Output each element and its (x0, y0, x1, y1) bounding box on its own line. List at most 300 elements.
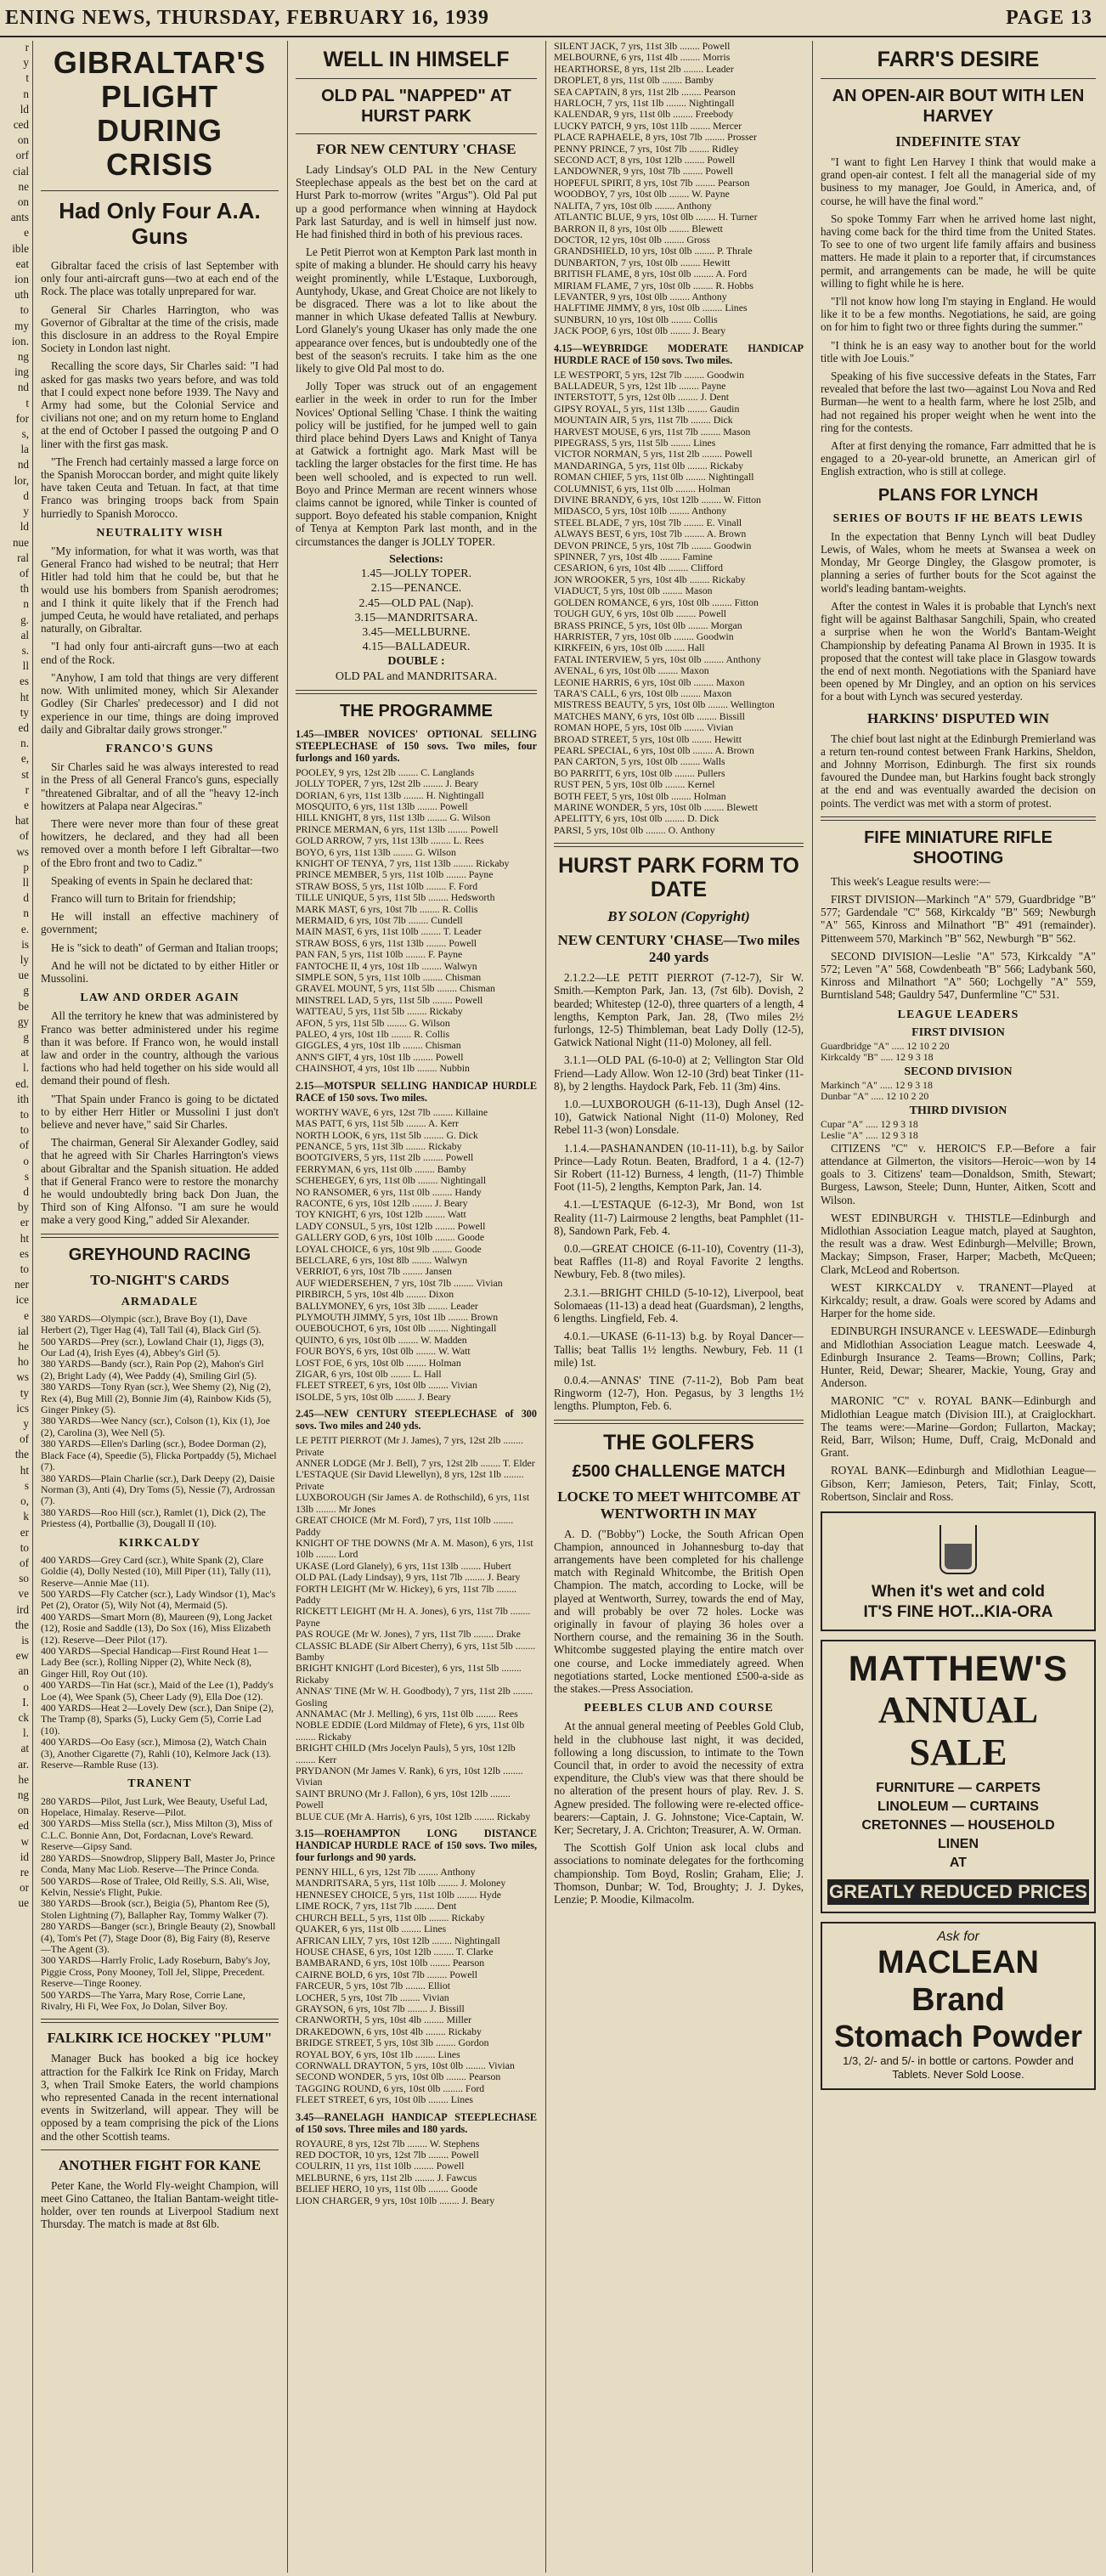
entry-line: MISTRESS BEAUTY, 5 yrs, 10st 0lb ........ Wellington (554, 698, 775, 711)
entry-line: MIRIAM FLAME, 7 yrs, 10st 0lb ........ R. Hobbs (554, 279, 753, 291)
entry-line: HEARTHORSE, 8 yrs, 11st 2lb ........ Leader (554, 62, 734, 75)
entry-line: PLACE RAPHAELE, 8 yrs, 10st 7lb ........ Prosser (554, 131, 757, 144)
paragraph: 1.45—JOLLY TOPER. (360, 568, 472, 581)
cutoff-fragment: ht (20, 690, 29, 703)
race-entry: LADY CONSUL, 5 yrs, 10st 12lb ........ Powell (296, 1219, 486, 1232)
paragraph: He will install an effective machinery of government; (41, 910, 279, 936)
paragraph: WEST KIRKCALDY v. TRANENT—Played at Kirkcaldy; result, a draw. Goals were scored by Adams and Harper for the home side. (821, 1280, 1096, 1320)
race-entry: BOOTGIVERS, 5 yrs, 11st 2lb ........ Powell (296, 1151, 474, 1164)
maclean-note: 1/3, 2/- and 5/- in bottle or cartons. Powder and Tablets. Never Sold Loose. (843, 2053, 1074, 2081)
paragraph: 4.0.1.—UKASE (6-11-13) b.g. by Royal Dancer—Tallis; beat Tallis 1½ lengths. Newbury, Feb. 11 (1 mile) 1st. (554, 1330, 804, 1369)
selections-label: Selections: (389, 552, 443, 566)
entry-line: VICTOR NORMAN, 5 yrs, 11st 2lb ........ Powell (554, 448, 753, 460)
entry-line: 400 YARDS—Oo Easy (scr.), Mimosa (2), Watch Chain (3), Another Cigarette (7), Rahli (10), Kelmore Jack (13). Reserve—Ramble Ruse (13). (41, 1736, 272, 1771)
entry-line: FATAL INTERVIEW, 5 yrs, 10st 0lb ........ Anthony (554, 652, 761, 665)
entry-line: SECOND ACT, 8 yrs, 10st 12lb ........ Powell (554, 154, 736, 167)
entry-line: DOCTOR, 12 yrs, 10st 0lb ........ Gross (554, 233, 710, 246)
peebles-heading: PEEBLES CLUB AND COURSE (584, 1702, 774, 1715)
entry-line: GOLDEN ROMANCE, 6 yrs, 10st 0lb ........ Fitton (554, 596, 759, 608)
cutoff-fragment: id (20, 1850, 29, 1863)
race-entry: ISOLDE, 5 yrs, 10st 0lb ........ J. Beary (296, 1390, 451, 1403)
race-title: 1.45—IMBER NOVICES' OPTIONAL SELLING STEEPLECHASE of 150 sovs. Two miles, four furlongs and 160 yards. (296, 727, 537, 764)
league-row: Kirkcaldy "B" ..... 12 9 3 18 (821, 1051, 934, 1064)
entry-line: BRITISH FLAME, 8 yrs, 10st 0lb ........ A. Ford (554, 268, 748, 280)
entry-line: JON WROOKER, 5 yrs, 10st 4lb ........ Rickaby (554, 573, 746, 585)
cutoff-fragment: o, (20, 1494, 29, 1508)
race-entry: CORNWALL DRAYTON, 5 yrs, 10st 0lb ........ Vivian (296, 2059, 515, 2071)
cutoff-fragment: e (24, 798, 29, 811)
race-entry: ZIGAR, 6 yrs, 10st 0lb ........ L. Hall (296, 1368, 442, 1381)
entry-line: SUNBURN, 10 yrs, 10st 0lb ........ Collis (554, 313, 718, 325)
falkirk-heading: FALKIRK ICE HOCKEY "PLUM" (47, 2030, 273, 2047)
hurst-park-heading: HURST PARK FORM TO DATE (558, 854, 799, 902)
cutoff-fragment: ue (18, 969, 29, 982)
double-label: DOUBLE : (387, 655, 445, 669)
cutoff-fragment: ne (18, 179, 29, 193)
divider (41, 190, 279, 191)
race-entry: LUXBOROUGH (Sir James A. de Rothschild), 6 yrs, 11st 13lb ........ Mr Jones (296, 1491, 530, 1515)
peebles-story (554, 1720, 804, 1906)
race-entry: QUINTO, 6 yrs, 10st 0lb ........ W. Madden (296, 1333, 467, 1346)
cutoff-fragment: ice (15, 1293, 29, 1307)
paragraph: 4.1.—L'ESTAQUE (6-12-3), Mr Bond, won 1st Reality (11-7) Lairmouse 2 lengths, beat Pamphlet (11-8), Sandown Park, Feb. 4. (554, 1198, 804, 1237)
race-entry: LOYAL CHOICE, 6 yrs, 10st 9lb ........ Goode (296, 1242, 482, 1255)
race-entry: ROYAURE, 8 yrs, 12st 7lb ........ W. Stephens (296, 2137, 480, 2149)
ask-for: Ask for (937, 1929, 979, 1945)
entry-line: RUST PEN, 5 yrs, 10st 0lb ........ Kernel (554, 778, 715, 791)
cutoff-fragment: ty (20, 705, 29, 719)
cutoff-fragment: es (20, 675, 29, 688)
cutoff-fragment: g (23, 984, 29, 997)
kiaora-advert (821, 1511, 1096, 1631)
entry-line: LEVANTER, 9 yrs, 10st 0lb ........ Anthony (554, 290, 727, 302)
race-title: 2.45—NEW CENTURY STEEPLECHASE of 300 sovs. Two miles and 240 yds. (296, 1408, 537, 1432)
race-entry: CLASSIC BLADE (Sir Albert Cherry), 6 yrs, 11st 5lb ........ Bamby (296, 1639, 536, 1663)
greyhound-subheading: TO-NIGHT'S CARDS (90, 1271, 229, 1288)
cutoff-fragment: ing (14, 365, 29, 379)
paragraph: At the annual general meeting of Peebles Gold Club, held in the clubhouse last night, it was decided, following a long discussion, to intimate to the Town Council that, in order to avoid the necessity of extra expenditure, the Club's view was that there should be no alteration of the present hours of play. Rev. J. S. Agnew presided. The following were re-elected office-bearers:—Captain, J. G. Johnstone; Vice-Captain, W. Ker; Secretary, J. A. Crichton; Treasurer, A. W. Orman. (554, 1720, 804, 1836)
paragraph: 2.45—OLD PAL (Nap). (358, 596, 474, 610)
cutoff-fragment: th (20, 582, 29, 596)
gibraltar-headline: GIBRALTAR'S PLIGHT DURING CRISIS (53, 45, 267, 182)
cutoff-fragment: my (14, 319, 29, 332)
cutoff-fragment: g (23, 1031, 29, 1043)
fight-story (41, 2179, 279, 2231)
cutoff-fragment: of (20, 1138, 29, 1152)
entry-line: 280 YARDS—Banger (scr.), Bringle Beauty (2), Snowball (4), Tom's Pet (7), Stage Door (8), Big Fairy (8), Reserve—The Agent (3). (41, 1920, 276, 1955)
paragraph: The Scottish Golf Union ask local clubs and associations to nominate delegates for the forthcoming championship. Tom Boyd, Roslin; Graham, Elie; J. Thomson, Dunbar; W. Tod, Broughty; J. J. Dykes, Lenzie; P. Moodie, Kilmacolm. (554, 1841, 804, 1906)
entry-line: NALITA, 7 yrs, 10st 0lb ........ Anthony (554, 199, 712, 212)
cutoff-fragment: ion (14, 273, 29, 286)
cutoff-fragment: ld (20, 520, 29, 534)
club-reports (821, 1142, 1096, 1503)
race-title: 2.15—MOTSPUR SELLING HANDICAP HURDLE RACE of 150 sovs. Two miles. (296, 1079, 537, 1104)
cutoff-fragment: ics (16, 1401, 29, 1415)
maclean-advert (821, 1922, 1096, 2089)
entry-line: PARSI, 5 yrs, 10st 0lb ........ O. Anthony (554, 823, 715, 836)
paragraph: 4.15—BALLADEUR. (362, 641, 471, 654)
race-entry: QUAKER, 6 yrs, 11st 0lb ........ Lines (296, 1923, 447, 1935)
race-entry: ROYAL BOY, 6 yrs, 10st 1lb ........ Lines (296, 2048, 460, 2060)
paragraph: "That Spain under Franco is going to be dictated to by either Herr Hitler or Mussolini I just don't believe and never have," said Sir Charles. (41, 1092, 279, 1131)
race-entry: JOLLY TOPER, 7 yrs, 12st 2lb ........ J. Beary (296, 777, 479, 790)
cutoff-fragment: ll (22, 659, 29, 673)
entry-line: SPINNER, 7 yrs, 10st 4lb ........ Famine (554, 551, 713, 563)
entry-line: 380 YARDS—Brook (scr.), Beigia (5), Phantom Ree (5), Stolen Lightning (7), Ballapher Ray, Tommy Walker (7). (41, 1897, 270, 1921)
race-entry: STRAW BOSS, 5 yrs, 11st 10lb ........ F. Ford (296, 879, 478, 892)
cutoff-fragment: l. (23, 1061, 29, 1075)
entry-line: 500 YARDS—Fly Catcher (scr.), Lady Windsor (1), Mac's Pet (2), Orator (5), Wily Not (4), Mermaid (5). (41, 1587, 276, 1612)
entry-line: KIRKFEIN, 6 yrs, 10st 0lb ........ Hall (554, 641, 705, 654)
race-entry: LIME ROCK, 7 yrs, 11st 7lb ........ Dent (296, 1900, 457, 1912)
paragraph: 2.3.1.—BRIGHT CHILD (5-10-12), Liverpool, beat Solomaeas (11-13) a dead heat (Guardsman), 2 lengths, 6 lengths. Lingfield, Feb. 4. (554, 1285, 804, 1325)
paragraph: All the territory he knew that was administered by Franco was better administered under his regime than it was before. If Franco won, he would install law and order in the country, although the various factions who had held together on his side would all demand their pound of flesh. (41, 1009, 279, 1087)
race-entry: MERMAID, 6 yrs, 10st 7lb ........ Cundell (296, 914, 463, 926)
paragraph: And he will not be dictated to by either Hitler or Mussolini. (41, 958, 279, 985)
race-entry: PLYMOUTH JIMMY, 5 yrs, 10st 1lb ........ Brown (296, 1311, 499, 1323)
neutrality-story (41, 545, 279, 736)
sale-item: LINOLEUM — CURTAINS (877, 1799, 1039, 1815)
cutoff-fragment: n (23, 87, 29, 100)
entry-line: 380 YARDS—Roo Hill (scr.), Ramlet (1), Dick (2), The Priestess (4), Portballie (3), Dougall II (10). (41, 1505, 266, 1530)
entry-line: 500 YARDS—Rose of Tralee, Old Reilly, S.S. Ali, Wise, Kelvin, Nessie's Flight, Pukie. (41, 1874, 269, 1898)
column-rule (287, 41, 288, 2573)
cutoff-fragment: ar. (18, 1757, 29, 1771)
race-entry: AFON, 5 yrs, 11st 5lb ........ G. Wilson (296, 1016, 450, 1029)
entry-line: SEA CAPTAIN, 8 yrs, 11st 2lb ........ Pearson (554, 85, 736, 98)
race-entry: NO RANSOMER, 6 yrs, 11st 0lb ........ Handy (296, 1185, 482, 1198)
gibraltar-story (41, 259, 279, 520)
cutoff-fragment: to (20, 1263, 29, 1276)
cutoff-fragment: ue (18, 1896, 29, 1910)
cutoff-fragment: ced (13, 118, 29, 132)
entry-line: BROAD STREET, 5 yrs, 10st 0lb ........ Hewitt (554, 732, 742, 745)
race-entry: MOSQUITO, 6 yrs, 11st 13lb ........ Powell (296, 799, 468, 812)
league-third-division: THIRD DIVISION (909, 1104, 1007, 1117)
entry-line: ALWAYS BEST, 6 yrs, 10st 7lb ........ A. Brown (554, 528, 747, 540)
rifle-heading: FIFE MINIATURE RIFLE SHOOTING (864, 828, 1052, 867)
entry-line: BRASS PRINCE, 5 yrs, 10st 0lb ........ Morgan (554, 619, 742, 631)
divider (296, 690, 537, 694)
entry-line: 400 YARDS—Heat 2—Lovely Dew (scr.), Dan Snipe (2), The Tramp (8), Sparks (5), Lucky Gem (5), Corrie Lad (10). (41, 1702, 274, 1737)
paragraph: "I think he is an easy way to another bout for the world title with Joe Louis." (821, 338, 1096, 364)
cutoff-fragment: e (24, 226, 29, 240)
cutoff-fragment: r (25, 782, 29, 796)
paragraph: Recalling the score days, Sir Charles said: "I had asked for gas masks two years before, and was told that I could expect none before 1939. The Navy and Army had some, but the Colonial Service and civilians not one; and on my return home to England at the end of October I passed the outgoing P and O liner with the first gas mask. (41, 359, 279, 450)
franco-story (41, 760, 279, 985)
hurst-subheading: NEW CENTURY 'CHASE—Two miles 240 yards (557, 932, 800, 966)
cutoff-fragment: s, (21, 427, 29, 441)
cutoff-fragment: to (20, 1540, 29, 1554)
cutoff-fragment: for (15, 411, 29, 425)
race-entry: ANNER LODGE (Mr J. Bell), 7 yrs, 12st 2lb ........ T. Elder (296, 1457, 535, 1470)
cutoff-fragment: lor, (14, 473, 29, 487)
cutoff-fragment: o (23, 1154, 29, 1167)
maclean-brand: MACLEAN Brand (877, 1944, 1039, 2018)
hurst-form (554, 971, 804, 1412)
race-entry: TAGGING ROUND, 6 yrs, 10st 0lb ........ Ford (296, 2082, 485, 2094)
race-entry: OLD PAL (Lady Lindsay), 9 yrs, 11st 7lb ........ J. Beary (296, 1571, 521, 1584)
entry-line: DROPLET, 8 yrs, 11st 0lb ........ Bamby (554, 74, 714, 87)
race-entry: LION CHARGER, 9 yrs, 10st 10lb ........ J. Beary (296, 2194, 495, 2206)
cutoff-fragment: ll (22, 875, 29, 889)
cutoff-fragment: n. (20, 737, 29, 750)
race-entry: PAS ROUGE (Mr W. Jones), 7 yrs, 11st 7lb ........ Drake (296, 1628, 521, 1641)
cutoff-fragment: be (18, 999, 29, 1013)
sale-item: FURNITURE — CARPETS (876, 1781, 1041, 1796)
law-story (41, 1009, 279, 1226)
cutoff-fragment: ws (16, 1370, 29, 1384)
entry-line: DUNBARTON, 7 yrs, 10st 0lb ........ Hewitt (554, 256, 731, 268)
divider (41, 1234, 279, 1238)
entry-line: ROMAN CHIEF, 5 yrs, 11st 0lb ........ Nightingall (554, 471, 754, 483)
matthews-sale-advert (821, 1640, 1096, 1913)
race-entry: AFRICAN LILY, 7 yrs, 10st 12lb ........ Nightingall (296, 1934, 500, 1946)
paragraph: MARONIC "C" v. ROYAL BANK—Edinburgh and Midlothian League match (Division III.), at Craiglockhart. The teams were:—Marine—Gordon; Fullarton, Mackay; Reid, Barr, Wilson; Hume, Duff, Craig, McDonald and Grant. (821, 1394, 1096, 1460)
cutoff-fragment: uth (14, 288, 29, 302)
paragraph: CITIZENS "C" v. HEROIC'S F.P.—Before a fair attendance at Gilmerton, the visitors—Heroic—won by 14 goals to 3. Citizens' team—Donaldson, Smith, Stewart; Burgess, Lawson, Steele; Dunn, Hunter, Aitken, Scott and Wilson. (821, 1141, 1096, 1206)
race-entry: VERRIOT, 6 yrs, 10st 7lb ........ Jansen (296, 1265, 452, 1278)
paragraph: The chairman, General Sir Alexander Godley, said that he agreed with Sir Charles Harrington's views about Gibraltar and the Spanish situation. He added that if General Franco were to restore the monarchy he would undoubtedly bring back Don Juan, the Third son of King Alfonso. "I am sure he would make a very good King," added Sir Alexander. (41, 1136, 279, 1227)
entry-line: AVENAL, 6 yrs, 10st 0lb ........ Maxon (554, 664, 709, 677)
race-entry: TILLE UNIQUE, 5 yrs, 11st 5lb ........ Hedsworth (296, 891, 495, 904)
race-entry: RACONTE, 6 yrs, 10st 12lb ........ J. Beary (296, 1196, 468, 1209)
race-entry: BRIDGE STREET, 5 yrs, 10st 3lb ........ Gordon (296, 2037, 489, 2049)
paragraph: "I had only four anti-aircraft guns—two at each end of the Rock. (41, 640, 279, 666)
golfers-heading: THE GOLFERS (603, 1430, 754, 1455)
race-entry: CAIRNE BOLD, 6 yrs, 10st 7lb ........ Powell (296, 1968, 477, 1980)
race-entry: RICKETT LEIGHT (Mr H. A. Jones), 6 yrs, 11st 7lb ........ Payne (296, 1605, 531, 1629)
cutoff-fragment: ith (17, 1092, 29, 1105)
cutoff-fragment: ld (20, 102, 29, 116)
race-entry: FANTOCHE II, 4 yrs, 10st 1lb ........ Walwyn (296, 959, 477, 972)
kirkcaldy-heading: KIRKCALDY (118, 1536, 201, 1550)
sport-column (814, 41, 1103, 2573)
paragraph: In the expectation that Benny Lynch will beat Dudley Lewis, of Wales, whom he meets at Swansea a week on Monday, Mr George Dingley, the Glasgow promoter, is planning a series of further bouts for the Scot against the world's leading bantam-weights. (821, 529, 1096, 595)
cutoff-fragment: to (20, 303, 29, 317)
race-entry: MELBURNE, 6 yrs, 11st 2lb ........ J. Fawcus (296, 2171, 477, 2183)
entry-line: COLUMNIST, 6 yrs, 11st 0lb ........ Holman (554, 482, 731, 494)
league-heading: LEAGUE LEADERS (897, 1008, 1019, 1021)
cutoff-fragment: the (14, 1618, 29, 1631)
entry-line: MARINE WONDER, 5 yrs, 10st 0lb ........ Blewett (554, 801, 758, 813)
paragraph: 3.15—MANDRITSARA. (354, 611, 478, 624)
kiaora-line1: When it's wet and cold (871, 1583, 1046, 1602)
race-entry: UKASE (Lord Glanely), 6 yrs, 11st 13lb ........ Hubert (296, 1559, 511, 1572)
divider (821, 78, 1096, 79)
race-entry: WORTHY WAVE, 6 yrs, 12st 7lb ........ Killaine (296, 1105, 488, 1118)
paragraph: 0.0.—GREAT CHOICE (6-11-10), Coventry (11-3), beat Raffles (11-8) and Royal Favorite 2 lengths. Newbury, Feb. 8 (two miles). (554, 1242, 804, 1281)
cutoff-fragment: ner (14, 1278, 29, 1291)
race-entry: BRIGHT CHILD (Mrs Jocelyn Pauls), 5 yrs, 10st 12lb ........ Kerr (296, 1742, 516, 1765)
entry-line: KALENDAR, 9 yrs, 11st 0lb ........ Freebody (554, 108, 734, 121)
cutoff-fragment: at (20, 1046, 29, 1059)
entry-line: PENNY PRINCE, 7 yrs, 10st 7lb ........ Ridley (554, 142, 739, 155)
race-entry: NOBLE EDDIE (Lord Mildmay of Flete), 6 yrs, 11st 0lb ........ Rickaby (296, 1719, 525, 1743)
cutoff-fragment: d (23, 891, 29, 905)
cutoff-fragment: ible (12, 241, 29, 255)
race-entry: CRANWORTH, 5 yrs, 10st 4lb ........ Miller (296, 2014, 472, 2026)
paragraph: A. D. ("Bobby") Locke, the South African Open Champion, announced in Johannesburg to-day that arrangements have been completed for his challenge match with Reginald Whitcombe, the British Open Champion. The match, according to Locke, will be played at Wentworth, Surrey, towards the end of May, and will probably be over 72 holes. Locke was originally in favour of playing 36 holes over a Northern course, and the remaining 36 in the South. Whitcombe suggested playing the entire match over one course, and Locke immediately agreed. When negotiations started, Locke mentioned £500-a-side as the stakes.—Press Association. (554, 1527, 804, 1695)
tranent-heading: TRANENT (127, 1777, 192, 1791)
entry-line: MATCHES MANY, 6 yrs, 10st 0lb ........ Bissill (554, 709, 745, 722)
cutoff-fragment: hat (14, 814, 29, 828)
paragraph: 2.15—PENANCE. (370, 582, 462, 596)
cutoff-fragment: t (25, 396, 29, 410)
race-entry: ANNAS' TINE (Mr W. H. Goodbody), 7 yrs, 11st 2lb ........ Gosling (296, 1685, 533, 1709)
sale-item: CRETONNES — HOUSEHOLD (861, 1818, 1055, 1833)
cutoff-fragment: o (23, 1680, 29, 1693)
cutoff-fragment: is (21, 1633, 29, 1647)
race-entry: BELCLARE, 6 yrs, 10st 8lb ........ Walwyn (296, 1253, 467, 1266)
paragraph: Sir Charles said he was always interested to read in the Press of all General Franco's guns, especially "threatened Gibraltar, and of all the "heavy 12-inch howitzers at Palapa near Algeciras." (41, 760, 279, 812)
entry-line: LEONIE HARRIS, 6 yrs, 10st 0lb ........ Maxon (554, 675, 745, 688)
cutoff-fragment: ird (16, 1602, 29, 1616)
racing-column (289, 41, 544, 2573)
newspaper-page (0, 41, 1106, 2576)
column-rule (812, 41, 813, 2573)
selections-list (296, 568, 537, 653)
race-entry: FERRYMAN, 6 yrs, 11st 0lb ........ Bamby (296, 1162, 466, 1175)
farr-subhead: AN OPEN-AIR BOUT WITH LEN HARVEY (832, 87, 1085, 126)
paragraph: So spoke Tommy Farr when he arrived home last night, having come back for the third time from the United States. To see to one of two urgent life family affairs and business matters. He made it plain to a reporter that, if circumstances permit, and arrangements can be made, he will be quite willing to fight while he is here. (821, 212, 1096, 290)
paragraph: Jolly Toper was struck out of an engagement earlier in the week in order to run for the Imber Novices' Optional Selling 'Chase. I think the waiting policy will be justified, for he jumped well to gain third place behind Dyers Laws and Knight of Tanya at Gatwick a fortnight ago. Mark Mast will be tackling the larger obstacles for the first time. He has been well schooled, and is expected to run well. Boyo and Prince Merman are recent winners whose claims cannot be ignored, while Tinker is counted of support. Boyo defeated his stable companion, Knight of Tenya at Kempton Park last month, and in the circumstances the danger is JOLLY TOPER. (296, 380, 537, 548)
cutoff-fragment: ion. (11, 334, 29, 347)
entry-line: ATLANTIC BLUE, 9 yrs, 10st 0lb ........ H. Turner (554, 211, 758, 223)
paragraph: 2.1.2.2—LE PETIT PIERROT (7-12-7), Sir W. Smith.—Kempton Park, Jan. 13, (7st 6lb). Dovish, 2 bearded; Whitestep (12-0), three quarters of a length, 4 lengths, Kempton Park, Jan. 28, (Two miles 2½ furlongs, 12-5) Thimbleman, beat Lady Dolly (12-5), Gatwick National Night (11-0) Moloney, all fell. (554, 971, 804, 1049)
race-entry: CHAINSHOT, 4 yrs, 10st 1lb ........ Nubbin (296, 1062, 470, 1075)
neutrality-heading: NEUTRALITY WISH (96, 526, 223, 539)
entry-line: BARRON II, 8 yrs, 10st 0lb ........ Blewett (554, 222, 723, 234)
entry-line: BALLADEUR, 5 yrs, 12st 1lb ........ Payne (554, 379, 726, 392)
indefinite-stay-kicker: INDEFINITE STAY (895, 133, 1021, 150)
race-415-entries (554, 370, 804, 837)
paragraph: 3.45—MELLBURNE. (362, 625, 471, 639)
entry-line: HARVEST MOUSE, 6 yrs, 11st 7lb ........ Mason (554, 425, 751, 438)
cutoff-fragment: d (23, 1185, 29, 1199)
entry-line: WOODBOY, 7 yrs, 10st 0lb ........ W. Payne (554, 188, 730, 201)
race-entry: FOUR BOYS, 6 yrs, 10st 0lb ........ W. Watt (296, 1345, 471, 1358)
cutoff-fragment: of (20, 1556, 29, 1569)
paragraph: "The French had certainly massed a large force on the Spanish Moroccan border, and might quite likely have taken Ceuta and Tetuan. In fact, at that time Franco was bringing troops back from Spain hurriedly to Spanish Morocco. (41, 455, 279, 520)
race-title: 3.45—RANELAGH HANDICAP STEEPLECHASE of 150 sovs. Three miles and 180 yards. (296, 2110, 537, 2135)
fight-heading: ANOTHER FIGHT FOR KANE (58, 2156, 262, 2173)
race-entry: SCHEHEGEY, 6 yrs, 11st 0lb ........ Nightingall (296, 1174, 487, 1187)
race-entry: GRAVEL MOUNT, 5 yrs, 11st 5lb ........ Chisman (296, 982, 495, 995)
cutoff-fragment: er (20, 1216, 29, 1229)
programme-heading: THE PROGRAMME (340, 701, 493, 720)
cutoff-fragment: p (23, 860, 29, 873)
cutoff-fragment: ht (20, 1463, 29, 1477)
law-heading: LAW AND ORDER AGAIN (80, 991, 240, 1005)
form-column (547, 41, 810, 2573)
race-entry: BALLYMONEY, 6 yrs, 10st 3lb ........ Leader (296, 1299, 478, 1312)
entry-line: 280 YARDS—Pilot, Just Lurk, Wee Beauty, Useful Lad, Hopelace, Himalay. Reserve—Pilot. (41, 1794, 268, 1819)
ranelagh-continued (554, 41, 804, 337)
entry-line: LUCKY PATCH, 9 yrs, 10st 11lb ........ Mercer (554, 119, 742, 132)
cutoff-fragment: ed. (15, 1076, 29, 1090)
race-entry: OUEBOUCHOT, 6 yrs, 10st 0lb ........ Nightingall (296, 1322, 497, 1335)
race-entry: FLEET STREET, 6 yrs, 10st 0lb ........ Lines (296, 2093, 473, 2106)
paragraph: Franco will turn to Britain for friendship; (51, 891, 236, 905)
race-entry: PENANCE, 5 yrs, 11st 3lb ........ Rickaby (296, 1139, 462, 1152)
cutoff-fragment: ws (16, 845, 29, 858)
race-entry: ANNAMAC (Mr J. Melling), 6 yrs, 11st 0lb ........ Rees (296, 1708, 518, 1720)
cutoff-fragment: w (20, 1834, 29, 1848)
entry-line: SILENT JACK, 7 yrs, 11st 3lb ........ Powell (554, 41, 731, 52)
entry-line: 500 YARDS—Prey (scr.), Lowland Chair (1), Jiggs (3), Our Lad (4), Irish Eyes (4), Abbey's Girl (5). (41, 1335, 264, 1359)
armadale-heading: ARMADALE (121, 1295, 199, 1308)
cutoff-fragment: y (23, 56, 29, 70)
double-text: OLD PAL and MANDRITSARA. (335, 669, 498, 683)
matthews-brand: MATTHEW'S (848, 1648, 1069, 1689)
divider (296, 78, 537, 79)
race-entry: KNIGHT OF THE DOWNS (Mr A. M. Mason), 6 yrs, 11st 10lb ........ Lord (296, 1536, 533, 1561)
entry-line: LE WESTPORT, 5 yrs, 12st 7lb ........ Goodwin (554, 368, 744, 381)
old-pal-subhead: OLD PAL "NAPPED" AT HURST PARK (321, 87, 511, 126)
entry-line: 380 YARDS—Plain Charlie (scr.), Dark Deepy (2), Daisie Norman (3), Anti (4), Dry Toms (5), Nessie (7), Ardrossan (7). (41, 1472, 275, 1507)
race-entry: PRINCE MEMBER, 5 yrs, 11st 10lb ........ Payne (296, 868, 494, 881)
cutoff-fragment: of (20, 566, 29, 579)
race-entry: LOCHER, 5 yrs, 10st 7lb ........ Vivian (296, 1991, 449, 2003)
cutoff-column (0, 41, 31, 2573)
paragraph: 1.0.—LUXBOROUGH (6-11-13), Dugh Ansel (12-10), Gatwick National Night (11-0) Moloney, Red Rebel 11-3 (won) Lonsdale. (554, 1098, 804, 1137)
entry-line: VIADUCT, 5 yrs, 10st 0lb ........ Mason (554, 585, 713, 597)
cutoff-fragment: of (20, 1432, 29, 1446)
league-row: Guardbridge "A" ..... 12 10 2 20 (821, 1039, 950, 1052)
cutoff-fragment: ve (18, 1587, 29, 1601)
cutoff-fragment: by (17, 1200, 29, 1214)
page-number: PAGE 13 (1006, 6, 1092, 29)
race-entry: POOLEY, 9 yrs, 12st 2lb ........ C. Langlands (296, 765, 475, 778)
entry-line: HARRISTER, 7 yrs, 10st 0lb ........ Goodwin (554, 630, 734, 642)
race-entry: PRINCE MERMAN, 6 yrs, 11st 13lb ........ Powell (296, 822, 499, 835)
cutoff-fragment: y (23, 505, 29, 518)
cutoff-fragment: nd (17, 458, 29, 472)
entry-line: ROMAN HOPE, 5 yrs, 10st 0lb ........ Vivian (554, 721, 734, 734)
race-entry: MINSTREL LAD, 5 yrs, 11st 5lb ........ Powell (296, 993, 483, 1006)
cutoff-fragment: ng (17, 1788, 29, 1801)
cutoff-fragment: y (23, 1417, 29, 1431)
race-entry: HOUSE CHASE, 6 yrs, 10st 12lb ........ T. Clarke (296, 1945, 494, 1957)
race-entry: RED DOCTOR, 10 yrs, 12st 7lb ........ Powell (296, 2149, 479, 2161)
entry-line: 380 YARDS—Olympic (scr.), Brave Boy (1), Dave Herbert (2), Tiger Hag (4), Tall Tail (4), Black Girl (5). (41, 1312, 262, 1336)
rifle-story (821, 875, 1096, 1002)
race-entry: GREAT CHOICE (Mr M. Ford), 7 yrs, 11st 10lb ........ Paddy (296, 1514, 514, 1538)
cutoff-fragment: es (20, 1246, 29, 1260)
paragraph: "My information, for what it was worth, was that General Franco had wished to be neutral; that Herr Hitler had told him that he could be, but that he would use his bombers from Spanish aerodromes; and I think it quite likely that if the French had jumped Ceuta, he would have retaliated, and perhaps naturally, on Gibraltar. (41, 545, 279, 636)
entry-line: BO PARRITT, 6 yrs, 10st 0lb ........ Pullers (554, 766, 725, 779)
league-second-division: SECOND DIVISION (904, 1065, 1013, 1078)
race-entry: CHURCH BELL, 5 yrs, 11st 0lb ........ Rickaby (296, 1911, 485, 1924)
cutoff-fragment: of (20, 829, 29, 843)
entry-line: 280 YARDS—Snowdrop, Slippery Ball, Master Jo, Prince Conda, Many Mac Liob. Reserve—The Prince Conda. (41, 1851, 275, 1876)
cutoff-fragment: l. (23, 1726, 29, 1740)
race-entry: WATTEAU, 5 yrs, 11st 5lb ........ Rickaby (296, 1005, 463, 1018)
sale-item: LINEN (938, 1837, 979, 1852)
race-entry: DRAKEDOWN, 6 yrs, 10st 4lb ........ Rickaby (296, 2025, 482, 2037)
cutoff-fragment: the (14, 1448, 29, 1461)
paragraph: Lady Lindsay's OLD PAL in the New Century Steeplechase appeals as the best bet on the card at Hurst Park to-morrow (writes "Argus"). Old Pal put up a good performance when winning at Haydock Park last Saturday, and is well in himself just now. He had finished third in both of his previous races. (296, 163, 537, 241)
cutoff-fragment: ial (17, 1324, 29, 1337)
paragraph: Peter Kane, the World Fly-weight Champion, will meet Gino Cattaneo, the Italian Bantam-weight title-holder, over ten rounds at Liverpool Stadium next Thursday. The match is made at 8st 6lb. (41, 2178, 279, 2231)
farr-headline: FARR'S DESIRE (877, 48, 1040, 71)
league-row: Dunbar "A" ..... 12 10 2 20 (821, 1090, 929, 1103)
race-entry: TOY KNIGHT, 6 yrs, 10st 12lb ........ Watt (296, 1208, 466, 1221)
divider (554, 1420, 804, 1424)
cutoff-fragment: t (25, 71, 29, 85)
race-entry: BOYO, 6 yrs, 11st 13lb ........ G. Wilson (296, 845, 456, 858)
